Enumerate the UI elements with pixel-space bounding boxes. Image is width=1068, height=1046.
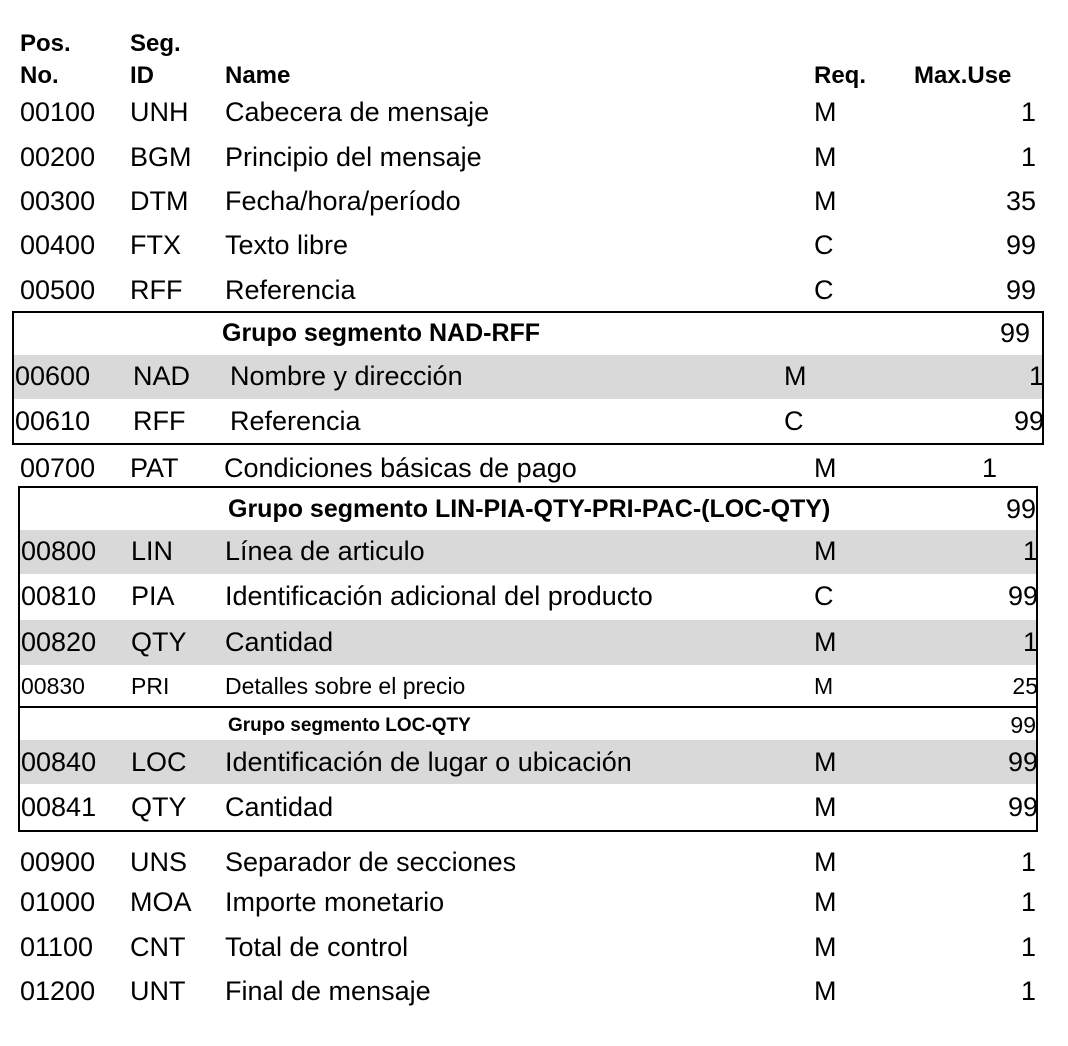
row-pos: 00900 xyxy=(20,847,96,877)
row-max: 99 xyxy=(1007,747,1038,777)
row-pos: 00800 xyxy=(21,536,97,566)
row-req: M xyxy=(814,932,837,962)
row-seg: QTY xyxy=(131,627,187,657)
row-max: 99 xyxy=(1005,230,1036,260)
row-pos: 00830 xyxy=(21,673,85,699)
header-pos-bottom: No. xyxy=(20,62,59,89)
row-req: C xyxy=(814,581,834,611)
row-max: 99 xyxy=(1005,275,1036,305)
row-seg: NAD xyxy=(133,361,191,391)
header-pos-top: Pos. xyxy=(20,30,71,57)
row-name: Fecha/hora/período xyxy=(225,186,461,216)
row-seg: MOA xyxy=(130,887,192,917)
row-seg: PRI xyxy=(131,673,170,699)
row-max: 1 xyxy=(1020,97,1036,127)
row-max: 1 xyxy=(1020,887,1036,917)
row-pos: 01100 xyxy=(20,932,94,962)
row-pos: 00500 xyxy=(20,275,96,305)
header-req: Req. xyxy=(814,62,867,89)
row-req: M xyxy=(814,186,837,216)
row-max: 1 xyxy=(1020,976,1036,1006)
row-req: M xyxy=(814,453,837,483)
row-name: Nombre y dirección xyxy=(230,361,463,391)
row-max: 1 xyxy=(982,453,998,483)
row-req: M xyxy=(814,792,837,822)
row-name: Cabecera de mensaje xyxy=(225,97,490,127)
row-pos: 00400 xyxy=(20,230,96,260)
row-seg: LOC xyxy=(131,747,187,777)
row-seg: RFF xyxy=(130,275,183,305)
row-req: M xyxy=(814,627,837,657)
row-seg: PIA xyxy=(131,581,175,611)
row-name: Identificación adicional del producto xyxy=(225,581,653,611)
subgroup-max: 99 xyxy=(1010,712,1036,738)
row-req: C xyxy=(784,406,804,436)
row-req: M xyxy=(814,976,837,1006)
group-title: Grupo segmento NAD-RFF xyxy=(222,319,541,347)
row-req: M xyxy=(814,536,837,566)
row-name: Identificación de lugar o ubicación xyxy=(225,747,632,777)
row-req: M xyxy=(814,97,837,127)
row-req: M xyxy=(784,361,807,391)
row-max: 1 xyxy=(1020,142,1036,172)
row-max: 1 xyxy=(1022,627,1038,657)
row-pos: 00100 xyxy=(20,97,96,127)
subgroup-divider xyxy=(18,706,1038,708)
row-seg: CNT xyxy=(130,932,186,962)
row-pos: 00200 xyxy=(20,142,96,172)
row-seg: UNH xyxy=(130,97,189,127)
row-seg: LIN xyxy=(131,536,174,566)
group-title: Grupo segmento LIN-PIA-QTY-PRI-PAC-(LOC-QTY) xyxy=(228,495,831,523)
row-seg: UNS xyxy=(130,847,188,877)
row-name: Detalles sobre el precio xyxy=(225,673,466,699)
row-pos: 00610 xyxy=(15,406,91,436)
row-max: 35 xyxy=(1005,186,1036,216)
row-seg: RFF xyxy=(133,406,186,436)
row-req: M xyxy=(814,887,837,917)
row-max: 1 xyxy=(1022,536,1038,566)
row-max: 1 xyxy=(1020,847,1036,877)
row-req: M xyxy=(814,673,834,699)
group-max: 99 xyxy=(999,318,1030,348)
row-name: Principio del mensaje xyxy=(225,142,482,172)
row-pos: 00700 xyxy=(20,453,96,483)
row-name: Condiciones básicas de pago xyxy=(224,453,577,483)
row-req: M xyxy=(814,847,837,877)
row-seg: FTX xyxy=(130,230,181,260)
header-name: Name xyxy=(225,62,291,89)
header-seg-bottom: ID xyxy=(130,62,154,89)
row-name: Importe monetario xyxy=(225,887,445,917)
header-maxuse: Max.Use xyxy=(914,62,1012,89)
row-name: Cantidad xyxy=(225,627,334,657)
row-max: 25 xyxy=(1012,673,1038,699)
row-max: 99 xyxy=(1013,406,1044,436)
row-max: 1 xyxy=(1020,932,1036,962)
row-seg: UNT xyxy=(130,976,186,1006)
row-pos: 00820 xyxy=(21,627,97,657)
row-pos: 00810 xyxy=(21,581,97,611)
row-name: Final de mensaje xyxy=(225,976,431,1006)
row-name: Referencia xyxy=(230,406,361,436)
row-req: C xyxy=(814,230,834,260)
group-max: 99 xyxy=(1005,494,1036,524)
row-seg: QTY xyxy=(131,792,187,822)
row-name: Referencia xyxy=(225,275,356,305)
row-seg: DTM xyxy=(130,186,189,216)
row-pos: 00841 xyxy=(21,792,97,822)
row-name: Total de control xyxy=(225,932,409,962)
row-seg: PAT xyxy=(130,453,179,483)
row-req: M xyxy=(814,747,837,777)
row-req: C xyxy=(814,275,834,305)
row-max: 99 xyxy=(1007,792,1038,822)
row-name: Línea de articulo xyxy=(225,536,425,566)
row-pos: 00300 xyxy=(20,186,96,216)
row-name: Separador de secciones xyxy=(225,847,517,877)
row-name: Texto libre xyxy=(225,230,349,260)
subgroup-title: Grupo segmento LOC-QTY xyxy=(228,715,471,736)
row-pos: 00840 xyxy=(21,747,97,777)
header-seg-top: Seg. xyxy=(130,30,181,57)
row-pos: 01200 xyxy=(20,976,96,1006)
row-seg: BGM xyxy=(130,142,192,172)
row-pos: 01000 xyxy=(20,887,96,917)
row-name: Cantidad xyxy=(225,792,334,822)
row-max: 1 xyxy=(1028,361,1044,391)
row-pos: 00600 xyxy=(15,361,91,391)
row-req: M xyxy=(814,142,837,172)
row-max: 99 xyxy=(1007,581,1038,611)
